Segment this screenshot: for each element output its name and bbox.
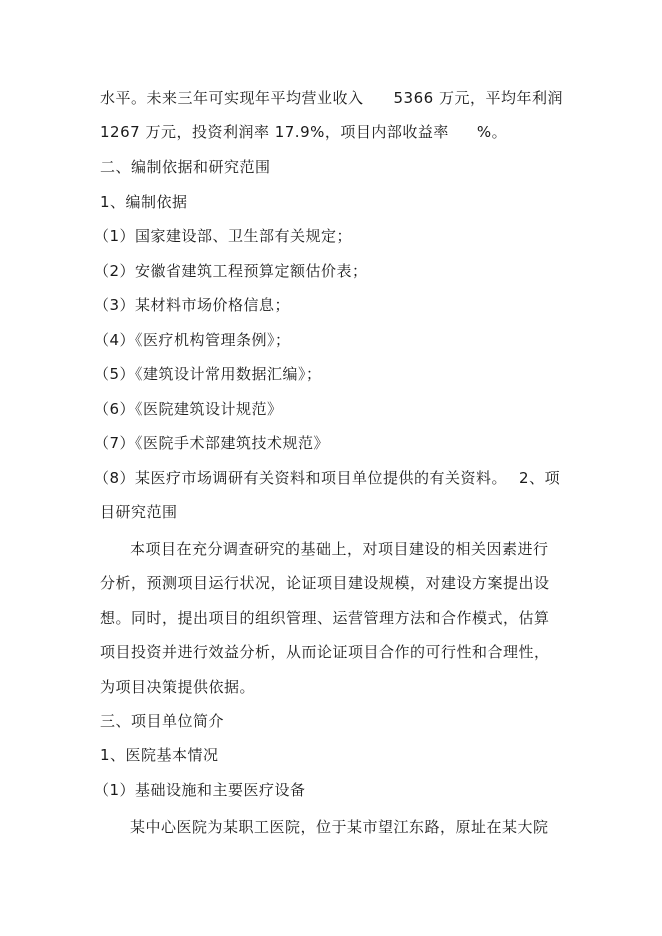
- list-item: （3）某材料市场价格信息；: [94, 296, 291, 314]
- list-item: （5）《建筑设计常用数据汇编》；: [94, 365, 322, 383]
- subheading-basis: 1、编制依据: [100, 193, 188, 211]
- paragraph-line: 项目投资并进行效益分析，从而论证项目合作的可行性和合理性，: [100, 643, 550, 661]
- text-line-profit: [100, 122, 570, 142]
- section-heading-unit: 三、项目单位简介: [100, 712, 225, 730]
- text-revenue-lead: 水平。未来三年可实现年平均营业收入: [100, 89, 364, 107]
- text-profit-tail: %。: [476, 123, 508, 141]
- paragraph-line: 分析，预测项目运行状况，论证项目建设规模，对建设方案提出设: [100, 574, 550, 592]
- paragraph-line: 本项目在充分调查研究的基础上，对项目建设的相关因素进行: [130, 540, 549, 558]
- subheading-scope-end: 目研究范围: [100, 503, 178, 521]
- list-item: （2）安徽省建筑工程预算定额估价表；: [94, 262, 368, 280]
- list-item: [94, 468, 564, 488]
- list-item: （7）《医院手术部建筑技术规范》: [94, 434, 330, 452]
- paragraph-line: 某中心医院为某职工医院，位于某市望江东路，原址在某大院: [130, 818, 549, 836]
- text-line-revenue: [100, 88, 570, 108]
- subheading-scope-start: 2、项: [519, 469, 561, 487]
- subheading-hospital: 1、医院基本情况: [100, 746, 219, 764]
- paragraph-line: 为项目决策提供依据。: [100, 678, 256, 696]
- list-item-8-text: （8）某医疗市场调研有关资料和项目单位提供的有关资料。: [94, 469, 508, 487]
- list-item: （1）国家建设部、卫生部有关规定；: [94, 227, 353, 245]
- list-item: （6）《医院建筑设计规范》: [94, 400, 283, 418]
- text-revenue-value: 5366 万元，平均年利润: [393, 89, 563, 107]
- section-heading-basis: 二、编制依据和研究范围: [100, 158, 271, 176]
- text-profit-lead: 1267 万元，投资利润率 17.9%，项目内部收益率: [100, 123, 449, 141]
- subheading-facilities: （1）基础设施和主要医疗设备: [94, 781, 306, 799]
- list-item: （4）《医疗机构管理条例》；: [94, 331, 291, 349]
- paragraph-line: 想。同时，提出项目的组织管理、运营管理方法和合作模式，估算: [100, 609, 550, 627]
